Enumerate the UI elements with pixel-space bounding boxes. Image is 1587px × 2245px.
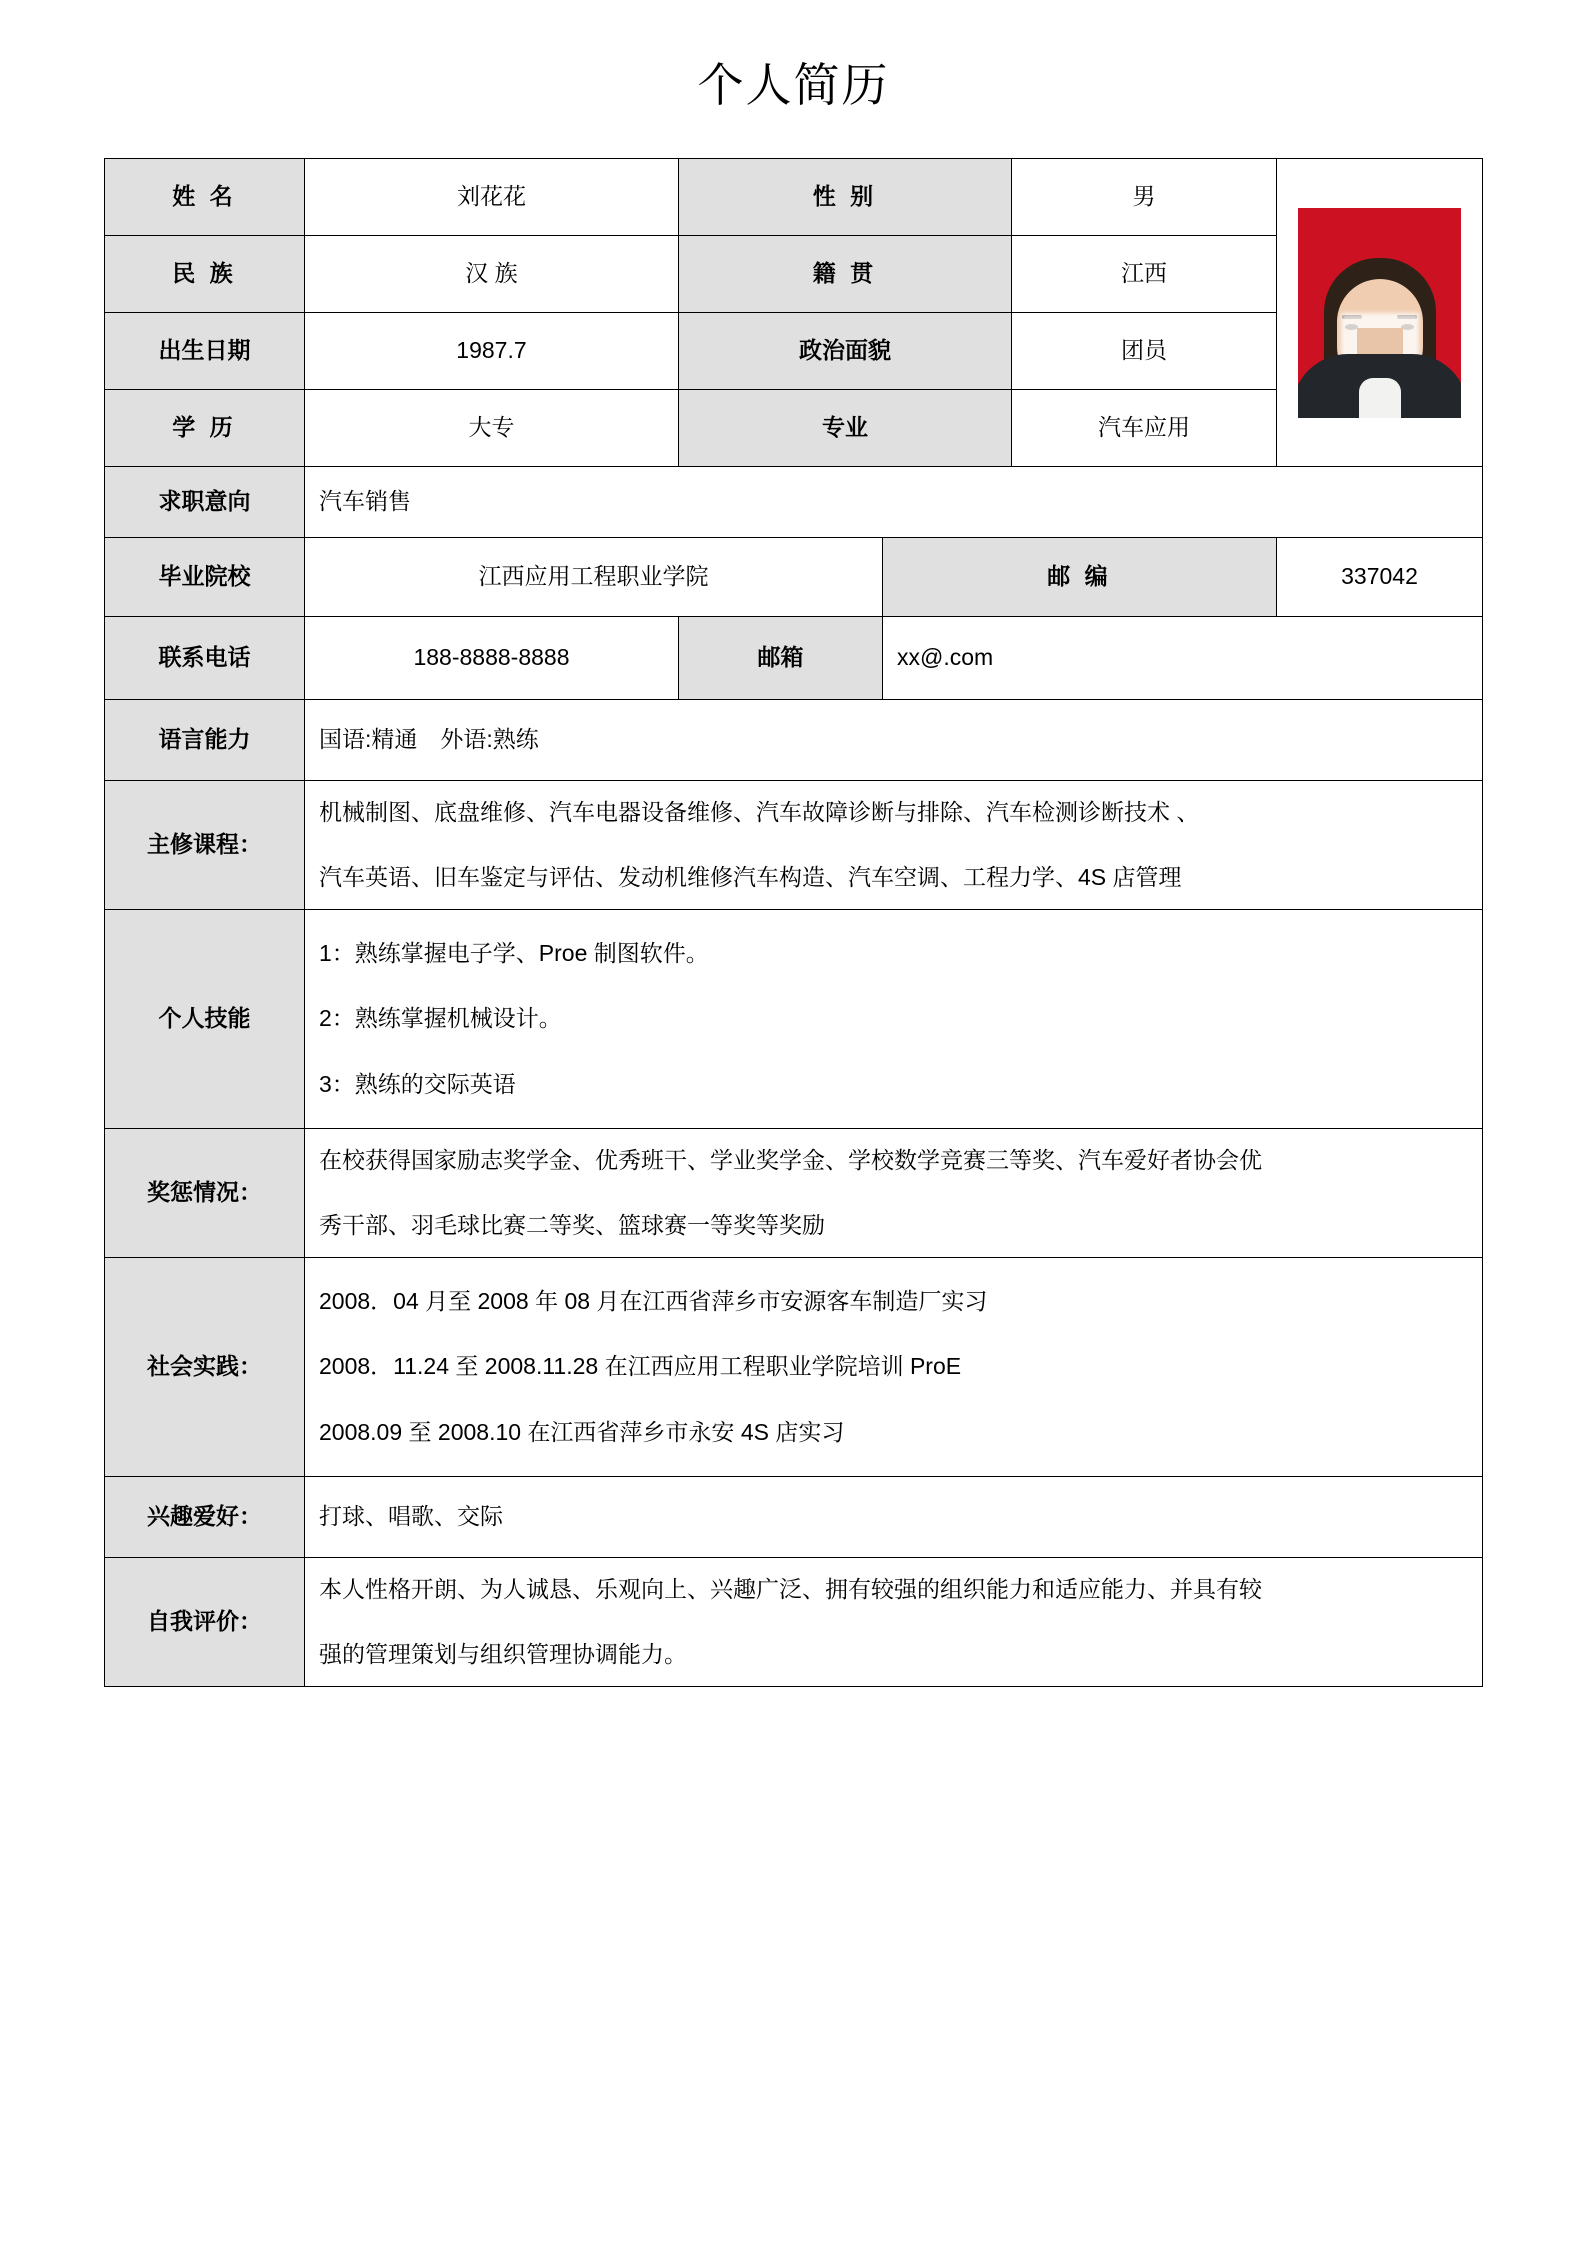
label-language: 语言能力 — [104, 700, 304, 781]
self-evaluation-line: 强的管理策划与组织管理协调能力。 — [318, 1641, 687, 1668]
value-major: 汽车应用 — [1012, 390, 1277, 467]
table-row-courses — [104, 781, 1482, 910]
label-major: 专业 — [678, 390, 1011, 467]
label-native-place: 籍 贯 — [678, 236, 1011, 313]
table-row-name — [104, 159, 1482, 236]
avatar — [1298, 208, 1461, 418]
label-job-intention: 求职意向 — [104, 467, 304, 538]
photo-shirt — [1359, 378, 1401, 418]
table-row-hobbies — [104, 1477, 1482, 1558]
table-row-language — [104, 700, 1482, 781]
value-awards — [304, 1129, 1482, 1258]
value-self-evaluation — [304, 1558, 1482, 1687]
label-ethnicity: 民 族 — [104, 236, 304, 313]
label-gender: 性 别 — [678, 159, 1011, 236]
practice-line: 2008.09 至 2008.10 在江西省萍乡市永安 4S 店实习 — [318, 1419, 845, 1445]
courses-line: 汽车英语、旧车鉴定与评估、发动机维修汽车构造、汽车空调、工程力学、4S 店管理 — [318, 864, 1182, 891]
label-awards: 奖惩情况： — [104, 1129, 304, 1258]
value-phone: 188-8888-8888 — [304, 617, 678, 700]
practice-line: 2008．11.24 至 2008.11.28 在江西应用工程职业学院培训 ProE — [318, 1353, 962, 1380]
label-name: 姓 名 — [104, 159, 304, 236]
photo-cell — [1277, 159, 1483, 467]
value-ethnicity: 汉 族 — [304, 236, 678, 313]
label-practice: 社会实践： — [104, 1258, 304, 1477]
table-row-birth — [104, 313, 1482, 390]
page-title: 个人简历 — [697, 60, 890, 111]
resume-table — [104, 158, 1483, 1687]
label-email: 邮箱 — [678, 617, 882, 700]
table-row-job-intention — [104, 467, 1482, 538]
value-native-place: 江西 — [1012, 236, 1277, 313]
value-courses — [304, 781, 1482, 910]
awards-line: 秀干部、羽毛球比赛二等奖、篮球赛一等奖等奖励 — [318, 1212, 825, 1239]
value-postcode: 337042 — [1277, 538, 1483, 617]
table-row-education — [104, 390, 1482, 467]
label-education: 学 历 — [104, 390, 304, 467]
value-practice — [304, 1258, 1482, 1477]
skills-line: 1：熟练掌握电子学、Proe 制图软件。 — [318, 939, 709, 966]
awards-line: 在校获得国家励志奖学金、优秀班干、学业奖学金、学校数学竞赛三等奖、汽车爱好者协会优 — [318, 1146, 1262, 1173]
value-job-intention: 汽车销售 — [304, 467, 1482, 538]
courses-line: 机械制图、底盘维修、汽车电器设备维修、汽车故障诊断与排除、汽车检测诊断技术 、 — [318, 798, 1200, 825]
value-school: 江西应用工程职业学院 — [304, 538, 882, 617]
value-birth-date: 1987.7 — [304, 313, 678, 390]
label-skills: 个人技能 — [104, 910, 304, 1129]
label-self-evaluation: 自我评价： — [104, 1558, 304, 1687]
value-gender: 男 — [1012, 159, 1277, 236]
label-birth-date: 出生日期 — [104, 313, 304, 390]
value-education: 大专 — [304, 390, 678, 467]
label-hobbies: 兴趣爱好： — [104, 1477, 304, 1558]
skills-line: 2：熟练掌握机械设计。 — [318, 1005, 562, 1032]
value-skills — [304, 910, 1482, 1129]
table-row-self-evaluation — [104, 1558, 1482, 1687]
table-row-awards — [104, 1129, 1482, 1258]
skills-line: 3：熟练的交际英语 — [318, 1071, 516, 1097]
table-row-school — [104, 538, 1482, 617]
self-evaluation-line: 本人性格开朗、为人诚恳、乐观向上、兴趣广泛、拥有较强的组织能力和适应能力、并具有较 — [318, 1575, 1262, 1602]
value-name: 刘花花 — [304, 159, 678, 236]
table-row-skills — [104, 910, 1482, 1129]
table-row-ethnicity — [104, 236, 1482, 313]
label-postcode: 邮 编 — [882, 538, 1276, 617]
table-row-phone — [104, 617, 1482, 700]
label-school: 毕业院校 — [104, 538, 304, 617]
value-hobbies: 打球、唱歌、交际 — [304, 1477, 1482, 1558]
table-row-practice — [104, 1258, 1482, 1477]
label-phone: 联系电话 — [104, 617, 304, 700]
label-courses: 主修课程： — [104, 781, 304, 910]
value-email: xx@.com — [882, 617, 1482, 700]
value-language: 国语:精通 外语:熟练 — [304, 700, 1482, 781]
practice-line: 2008．04 月至 2008 年 08 月在江西省萍乡市安源客车制造厂实习 — [318, 1287, 988, 1314]
value-political-status: 团员 — [1012, 313, 1277, 390]
label-political-status: 政治面貌 — [678, 313, 1011, 390]
